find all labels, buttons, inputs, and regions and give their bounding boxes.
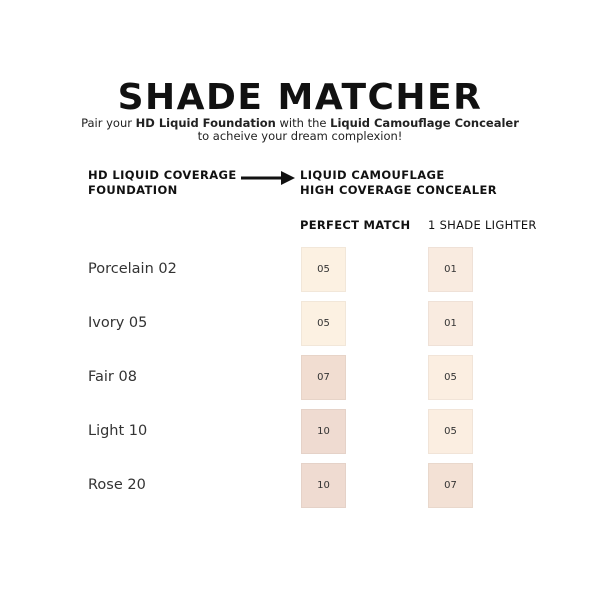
concealer-header-line: LIQUID CAMOUFLAGE (300, 168, 445, 182)
perfect-match-swatch: 07 (301, 355, 346, 400)
foundation-header-line: FOUNDATION (88, 183, 178, 197)
one-shade-lighter-header: 1 SHADE LIGHTER (428, 218, 537, 232)
lighter-shade-swatch: 05 (428, 409, 473, 454)
shade-name: Porcelain 02 (88, 261, 177, 277)
concealer-header (300, 168, 497, 198)
shade-name: Fair 08 (88, 369, 137, 385)
perfect-match-swatch: 05 (301, 301, 346, 346)
foundation-product-name: HD Liquid Foundation (135, 116, 276, 130)
arrow-right-icon (241, 170, 295, 186)
subtitle (0, 117, 600, 143)
foundation-header-line: HD LIQUID COVERAGE (88, 168, 237, 182)
perfect-match-header: PERFECT MATCH (300, 218, 411, 232)
shade-name: Ivory 05 (88, 315, 148, 331)
lighter-shade-swatch: 05 (428, 355, 473, 400)
foundation-header (88, 168, 237, 198)
shade-name: Rose 20 (88, 477, 146, 493)
shade-name: Light 10 (88, 423, 148, 439)
lighter-shade-swatch: 01 (428, 247, 473, 292)
concealer-header-line: HIGH COVERAGE CONCEALER (300, 183, 497, 197)
subtitle-text: Pair your (81, 116, 136, 130)
perfect-match-swatch: 05 (301, 247, 346, 292)
perfect-match-swatch: 10 (301, 463, 346, 508)
concealer-product-name: Liquid Camouflage Concealer (330, 116, 519, 130)
subtitle-line-2: to acheive your dream complexion! (197, 129, 403, 143)
subtitle-text: with the (275, 116, 331, 130)
page-title: SHADE MATCHER (117, 77, 483, 118)
lighter-shade-swatch: 01 (428, 301, 473, 346)
lighter-shade-swatch: 07 (428, 463, 473, 508)
perfect-match-swatch: 10 (301, 409, 346, 454)
